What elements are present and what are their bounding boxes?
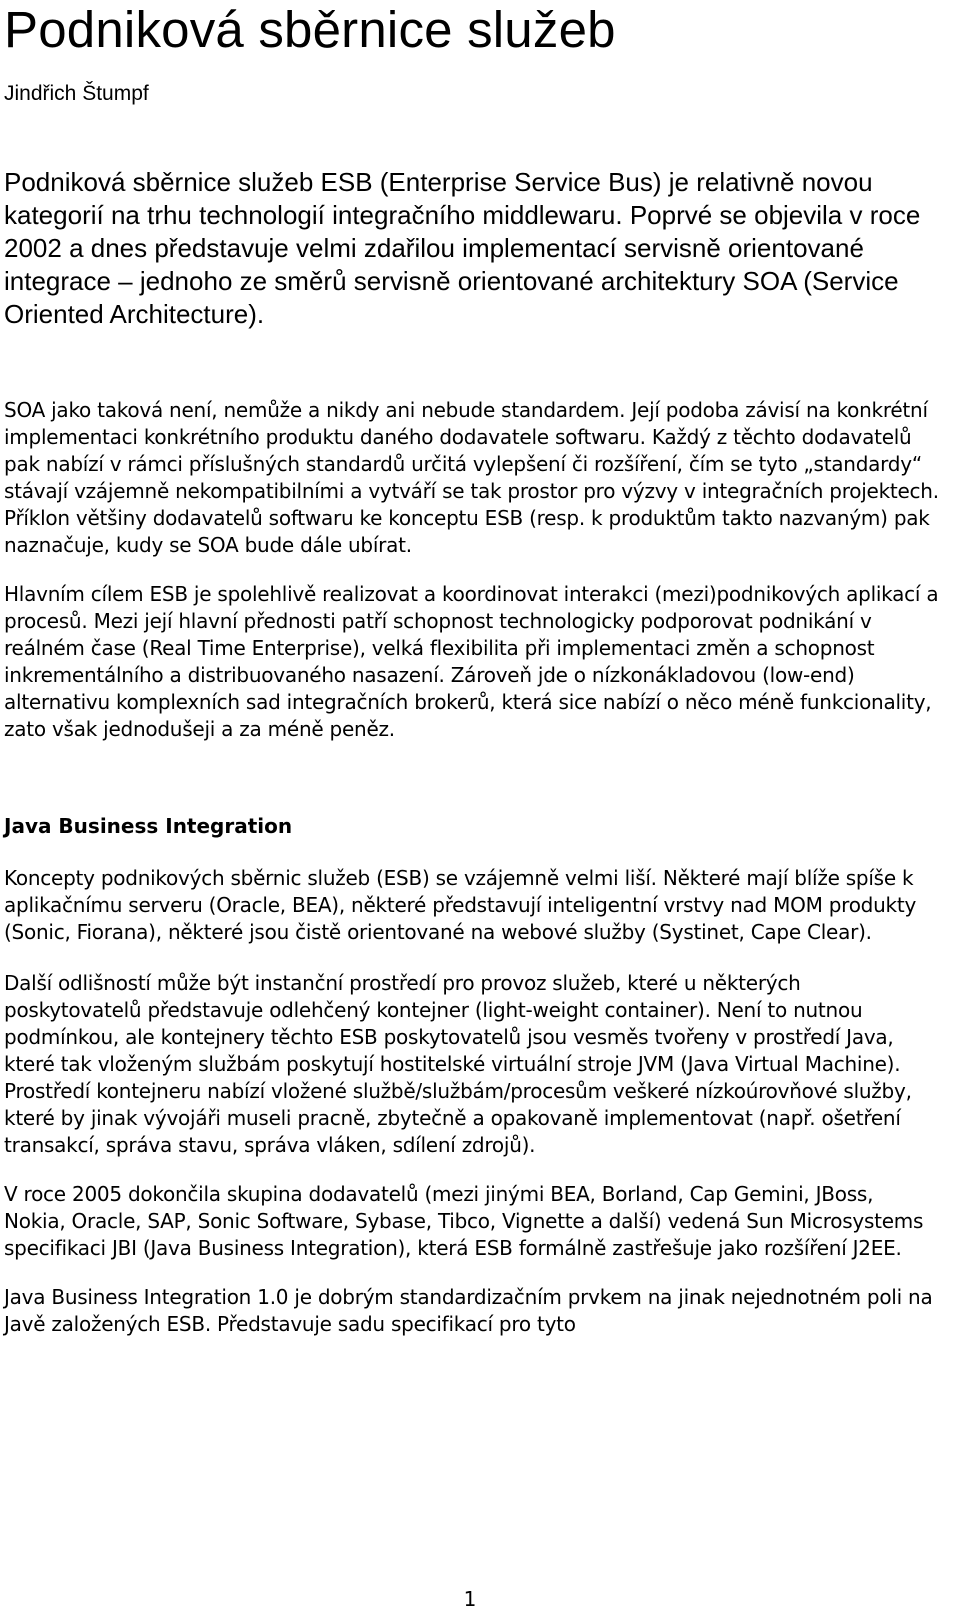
- paragraph-esb-concepts: Koncepty podnikových sběrnic služeb (ESB) se vzájemně velmi liší. Některé mají blíže spíše k aplikačnímu serveru (Oracle, BEA), některé představují inteligentní vrstvy nad MOM produkty (Sonic, Fiorana), některé jsou čistě orientované na webové služby (Systinet, Cape Clear).: [4, 866, 917, 944]
- paragraph-jbi-specification: V roce 2005 dokončila skupina dodavatelů (mezi jinými BEA, Borland, Cap Gemini, JBoss, Nokia, Oracle, SAP, Sonic Software, Sybase, Tibco, Vignette a další) vedená Sun Microsystems specifikaci JBI (Java Business Integration), která ESB formálně zastřešuje jako rozšíření J2EE.: [4, 1182, 924, 1260]
- author-name: Jindřich Štumpf: [4, 82, 149, 105]
- paragraph-soa-standard: SOA jako taková není, nemůže a nikdy ani nebude standardem. Její podoba závisí na konkrétní implementaci konkrétního produktu daného dodavatele softwaru. Každý z těchto dodavatelů pak nabízí v rámci příslušných standardů určitá vylepšení či rozšíření, čím se tyto „standardy“ stávají vzájemně nekompatibilními a vytváří se tak prostor pro výzvy v integračních projektech. Příklon většiny dodavatelů softwaru ke konceptu ESB (resp. k produktům takto nazvaným) pak naznačuje, kudy se SOA bude dále ubírat.: [4, 398, 939, 557]
- paragraph-runtime-environment: Další odlišností může být instanční prostředí pro provoz služeb, které u některých poskytovatelů představuje odlehčený kontejner (light-weight container). Není to nutnou podmínkou, ale kontejnery těchto ESB poskytovatelů jsou vesměs tvořeny v prostředí Java, které tak vloženým službám poskytují hostitelské virtuální stroje JVM (Java Virtual Machine). Prostředí kontejneru nabízí vložené službě/službám/procesům veškeré nízkoúrovňové služby, které by jinak vývojáři museli pracně, zbytečně a opakovaně implementovat (např. ošetření transakcí, správa stavu, správa vláken, sdílení zdrojů).: [4, 971, 912, 1157]
- intro-paragraph: Podniková sběrnice služeb ESB (Enterprise Service Bus) je relativně novou kategorií na trhu technologií integračního middlewaru. Poprvé se objevila v roce 2002 a dnes představuje velmi zdařilou implementací servisně orientované integrace – jednoho ze směrů servisně orientované architektury SOA (Service Oriented Architecture).: [4, 167, 921, 329]
- page-number: 1: [463, 1587, 477, 1611]
- section-heading-jbi: Java Business Integration: [4, 814, 293, 838]
- document-page: [4, 0, 940, 1338]
- document-title: Podniková sběrnice služeb: [4, 1, 616, 58]
- paragraph-esb-goal: Hlavním cílem ESB je spolehlivě realizovat a koordinovat interakci (mezi)podnikových aplikací a procesů. Mezi její hlavní přednosti patří schopnost technologicky podporovat podnikání v reálném čase (Real Time Enterprise), velká flexibilita při implementaci změn a schopnost inkrementálního a distribuovaného nasazení. Zároveň jde o nízkonákladovou (low-end) alternativu komplexních sad integračních brokerů, která sice nabízí o něco méně funkcionality, zato však jednodušeji a za méně peněz.: [4, 582, 939, 741]
- paragraph-jbi-standard: Java Business Integration 1.0 je dobrým standardizačním prvkem na jinak nejednotném poli na Javě založených ESB. Představuje sadu specifikací pro tyto: [4, 1285, 933, 1336]
